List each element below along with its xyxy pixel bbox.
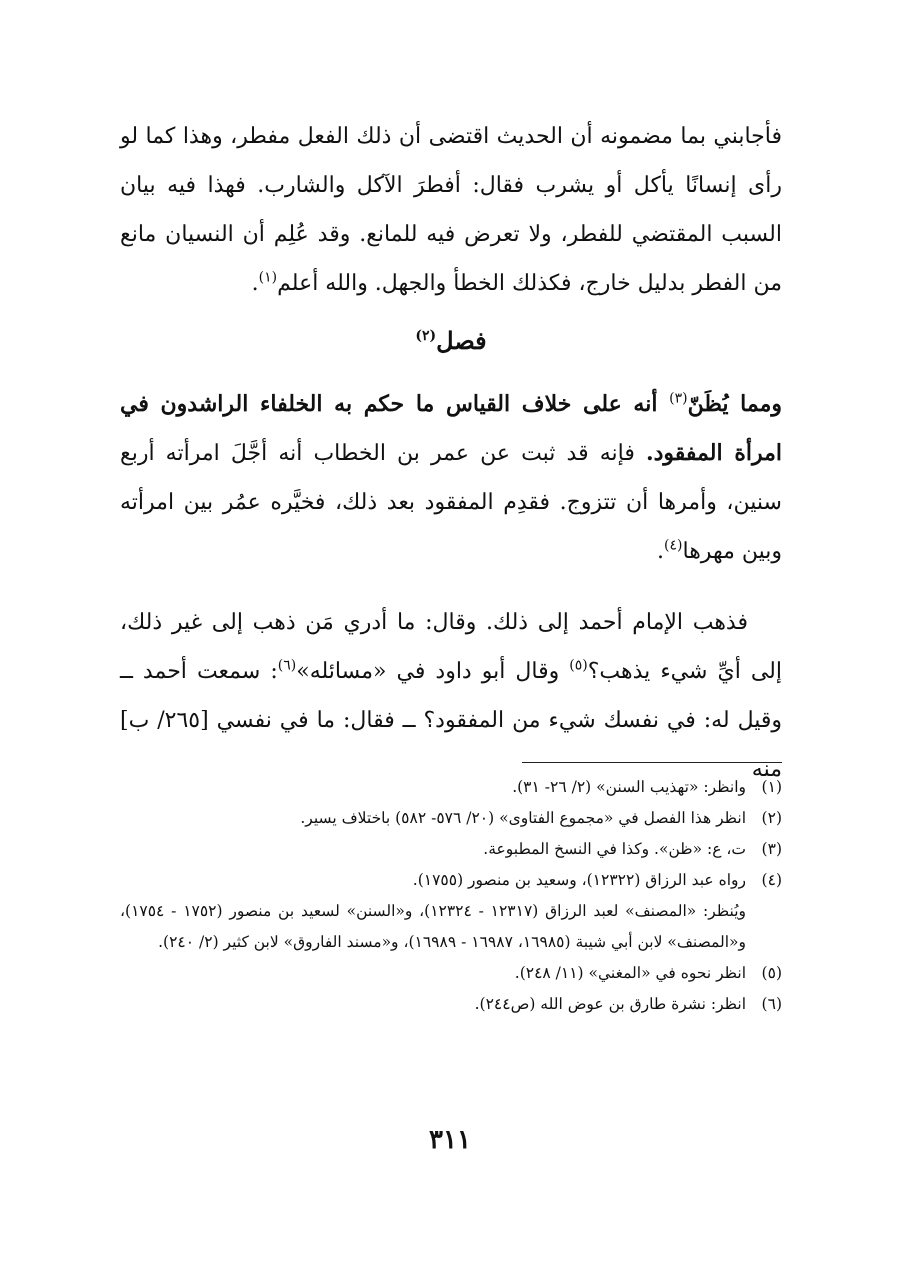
footnote-ref-2: (٢) — [415, 328, 437, 344]
paragraph-1 — [120, 112, 782, 308]
page-number: ٣١١ — [429, 1125, 471, 1155]
paragraph-2-lead: ومما يُظَنّ — [687, 391, 783, 417]
paragraph-1-text: فأجابني بما مضمونه أن الحديث اقتضى أن ذلك الفعل مفطر، وهذا كما لو رأى إنسانًا يأكل أو يشرب فقال: أفطرَ الآكل والشارب. فهذا فيه بيان السبب المقتضي للفطر، ولا تعرض فيه للمانع. وقد عُلِم أن النسيان مانع من الفطر بدليل خارج، فكذلك الخطأ والجهل. والله أعلم — [120, 124, 783, 296]
footnote-separator — [522, 762, 782, 763]
footnote-number: (٢) — [761, 809, 782, 827]
footnote-text-continued: ويُنظر: «المصنف» لعبد الرزاق (١٢٣١٧ - ١٢٣٢٤)، و«السنن» لسعيد بن منصور (١٧٥٢ - ١٧٥٤)، و«المصنف» لابن أبي شيبة (١٦٩٨٥، ١٦٩٨٧ - ١٦٩٨٩)، و«مسند الفاروق» لابن كثير (٢/ ٢٤٠). — [120, 902, 746, 951]
footnote-5 — [120, 958, 782, 989]
footnote-1 — [120, 772, 782, 803]
paragraph-2-text: فإنه قد ثبت عن عمر بن الخطاب أنه أجَّلَ امرأته أربع سنين، وأمرها أن تتزوج. فقدِم المفقود بعد ذلك، فخيَّره عمُر بين امرأته وبين مهرها — [120, 441, 782, 564]
footnote-ref-4: (٤) — [664, 537, 683, 554]
section-heading-text: فصل — [436, 326, 487, 355]
footnote-number: (٥) — [761, 964, 782, 982]
footnote-text: ت، ع: «ظن». وكذا في النسخ المطبوعة. — [483, 840, 746, 858]
paragraph-2-bold-text: أنه على خلاف القياس ما حكم به الخلفاء الراشدون في امرأة المفقود. — [120, 391, 782, 466]
paragraph-3-text-a: فذهب الإمام أحمد إلى ذلك. وقال: ما أدري مَن ذهب إلى غير ذلك، إلى أيِّ شيء يذهب؟ — [120, 610, 782, 684]
footnote-number: (١) — [761, 778, 782, 796]
footnote-text: انظر: نشرة طارق بن عوض الله (ص٢٤٤). — [474, 995, 746, 1013]
footnote-4 — [120, 865, 782, 958]
footnote-text: انظر نحوه في «المغني» (١١/ ٢٤٨). — [514, 964, 746, 982]
footnote-2 — [120, 803, 782, 834]
footnote-ref-1: (١) — [258, 269, 278, 286]
footnote-text: انظر هذا الفصل في «مجموع الفتاوى» (٢٠/ ٥٧٦- ٥٨٢) باختلاف يسير. — [300, 809, 746, 827]
footnote-text: رواه عبد الرزاق (١٢٣٢٢)، وسعيد بن منصور (١٧٥٥). — [412, 871, 746, 889]
footnote-6 — [120, 989, 782, 1020]
footnote-3 — [120, 834, 782, 865]
paragraph-3 — [120, 598, 782, 794]
paragraph-3-text-c: : سمعت أحمد ــ وقيل له: في نفسك شيء من المفقود؟ ــ فقال: ما في نفسي [٢٦٥/ ب] منه — [120, 659, 783, 782]
paragraph-2-end: . — [657, 539, 665, 564]
paragraph-1-end: . — [251, 271, 259, 296]
main-text — [120, 112, 782, 794]
paragraph-2 — [120, 380, 782, 576]
footnote-text: وانظر: «تهذيب السنن» (٢/ ٢٦- ٣١). — [512, 778, 746, 796]
section-heading — [120, 316, 782, 366]
footnote-number: (٤) — [761, 871, 782, 889]
footnote-ref-3: (٣) — [669, 390, 688, 407]
footnote-number: (٣) — [761, 840, 782, 858]
footnote-ref-5: (٥) — [569, 657, 588, 674]
footnotes — [120, 772, 782, 1020]
paragraph-3-text-b: وقال أبو داود في «مسائله» — [296, 659, 570, 684]
footnote-number: (٦) — [761, 995, 782, 1013]
footnote-ref-6: (٦) — [277, 657, 297, 674]
